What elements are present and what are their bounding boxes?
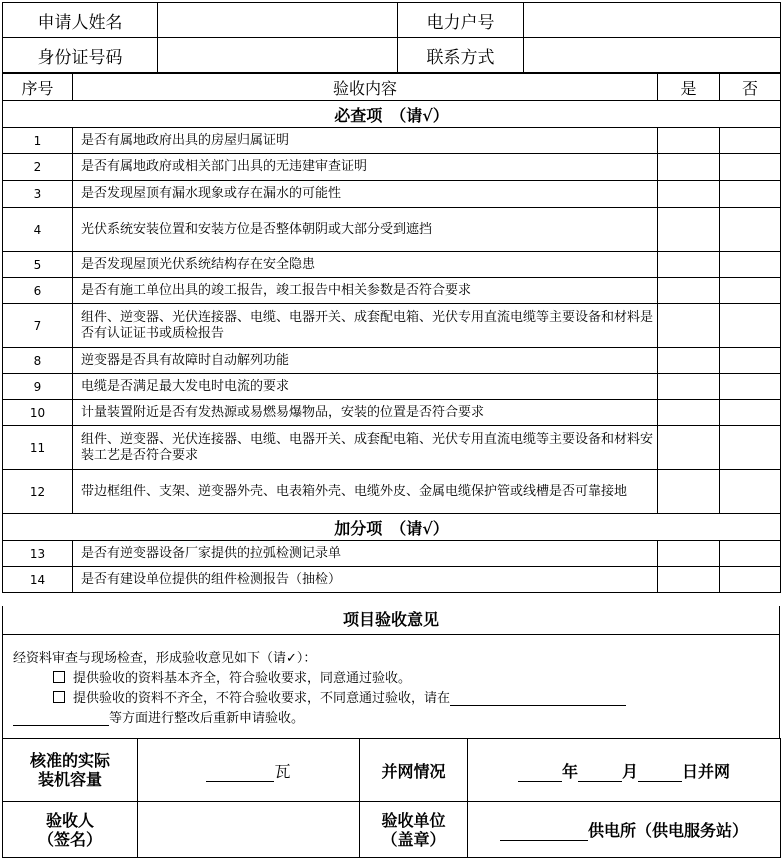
capacity-unit: 瓦 bbox=[274, 761, 291, 781]
yes-checkbox-cell[interactable] bbox=[658, 154, 720, 181]
item-text: 是否有逆变器设备厂家提供的拉弧检测记录单 bbox=[73, 541, 658, 567]
item-number: 7 bbox=[3, 304, 73, 348]
col-no-header: 否 bbox=[720, 74, 781, 101]
checkbox[interactable] bbox=[53, 671, 65, 683]
item-text: 组件、逆变器、光伏连接器、电缆、电器开关、成套配电箱、光伏专用直流电缆等主要设备和材料安装工艺是否符合要求 bbox=[73, 426, 658, 470]
checklist-row bbox=[3, 208, 781, 252]
no-checkbox-cell[interactable] bbox=[720, 252, 781, 278]
bonus-items bbox=[3, 541, 781, 593]
checklist-row bbox=[3, 374, 781, 400]
no-checkbox-cell[interactable] bbox=[720, 541, 781, 567]
checkbox[interactable] bbox=[53, 691, 65, 703]
id-number-field[interactable] bbox=[158, 38, 398, 73]
item-number: 5 bbox=[3, 252, 73, 278]
no-checkbox-cell[interactable] bbox=[720, 426, 781, 470]
opinion-option-2-text: 提供验收的资料不齐全，不符合验收要求，不同意通过验收，请在 bbox=[73, 691, 451, 706]
capacity-label bbox=[3, 739, 138, 802]
item-number: 10 bbox=[3, 400, 73, 426]
item-text: 电缆是否满足最大发电时电流的要求 bbox=[73, 374, 658, 400]
year-field[interactable] bbox=[518, 765, 562, 782]
item-number: 11 bbox=[3, 426, 73, 470]
checklist-row bbox=[3, 426, 781, 470]
capacity-field[interactable] bbox=[206, 765, 274, 782]
capacity-label-line-1: 核准的实际 bbox=[29, 751, 110, 770]
unit-label-line-1: 验收单位 bbox=[381, 810, 446, 830]
inspector-signature-field[interactable] bbox=[138, 802, 360, 858]
month-field[interactable] bbox=[578, 765, 622, 782]
yes-checkbox-cell[interactable] bbox=[658, 426, 720, 470]
supply-office-field[interactable] bbox=[500, 824, 588, 841]
day-grid-label: 日并网 bbox=[682, 761, 731, 781]
no-checkbox-cell[interactable] bbox=[720, 567, 781, 593]
year-label: 年 bbox=[561, 761, 578, 781]
yes-checkbox-cell[interactable] bbox=[658, 208, 720, 252]
yes-checkbox-cell[interactable] bbox=[658, 348, 720, 374]
item-number: 9 bbox=[3, 374, 73, 400]
item-number: 3 bbox=[3, 181, 73, 208]
yes-checkbox-cell[interactable] bbox=[658, 374, 720, 400]
inspector-label bbox=[3, 802, 138, 858]
yes-checkbox-cell[interactable] bbox=[658, 470, 720, 514]
no-checkbox-cell[interactable] bbox=[720, 128, 781, 154]
supply-office-cell bbox=[468, 802, 781, 858]
item-text: 是否发现屋顶有漏水现象或存在漏水的可能性 bbox=[73, 181, 658, 208]
opinion-option-2 bbox=[53, 687, 626, 706]
item-text: 光伏系统安装位置和安装方位是否整体朝阴或大部分受到遮挡 bbox=[73, 208, 658, 252]
item-text: 是否有建设单位提供的组件检测报告（抽检） bbox=[73, 567, 658, 593]
checklist-table bbox=[2, 73, 781, 593]
item-number: 8 bbox=[3, 348, 73, 374]
month-label: 月 bbox=[621, 761, 638, 781]
checklist-row bbox=[3, 278, 781, 304]
item-text: 是否发现屋顶光伏系统结构存在安全隐患 bbox=[73, 252, 658, 278]
inspector-label-line-1: 验收人 bbox=[45, 810, 94, 830]
item-text: 是否有属地政府出具的房屋归属证明 bbox=[73, 128, 658, 154]
item-number: 12 bbox=[3, 470, 73, 514]
item-text: 计量装置附近是否有发热源或易燃易爆物品，安装的位置是否符合要求 bbox=[73, 400, 658, 426]
no-checkbox-cell[interactable] bbox=[720, 278, 781, 304]
bonus-section-title: 加分项 （请√） bbox=[3, 514, 781, 541]
checklist-row bbox=[3, 252, 781, 278]
checklist-row bbox=[3, 541, 781, 567]
bonus-section-row bbox=[3, 514, 781, 541]
item-number: 1 bbox=[3, 128, 73, 154]
supply-office-label: 供电所（供电服务站） bbox=[587, 821, 748, 840]
checklist-row bbox=[3, 348, 781, 374]
applicant-info-table bbox=[2, 2, 781, 73]
yes-checkbox-cell[interactable] bbox=[658, 541, 720, 567]
rectification-field-2[interactable] bbox=[13, 711, 109, 726]
unit-label-line-2: （盖章） bbox=[381, 829, 446, 849]
yes-checkbox-cell[interactable] bbox=[658, 567, 720, 593]
checklist-row bbox=[3, 470, 781, 514]
rectification-field[interactable] bbox=[450, 691, 626, 706]
item-text: 是否有属地政府或相关部门出具的无违建审查证明 bbox=[73, 154, 658, 181]
opinion-option-1 bbox=[53, 667, 411, 686]
opinion-title: 项目验收意见 bbox=[2, 606, 780, 635]
item-number: 2 bbox=[3, 154, 73, 181]
col-number-header: 序号 bbox=[3, 74, 73, 101]
id-number-label: 身份证号码 bbox=[3, 38, 158, 73]
item-number: 4 bbox=[3, 208, 73, 252]
required-section-row bbox=[3, 101, 781, 128]
capacity-cell bbox=[138, 739, 360, 802]
col-yes-header: 是 bbox=[658, 74, 720, 101]
no-checkbox-cell[interactable] bbox=[720, 400, 781, 426]
contact-label: 联系方式 bbox=[398, 38, 524, 73]
applicant-name-field[interactable] bbox=[158, 3, 398, 38]
grid-label: 并网情况 bbox=[360, 739, 468, 802]
yes-checkbox-cell[interactable] bbox=[658, 252, 720, 278]
no-checkbox-cell[interactable] bbox=[720, 470, 781, 514]
no-checkbox-cell[interactable] bbox=[720, 154, 781, 181]
unit-label bbox=[360, 802, 468, 858]
no-checkbox-cell[interactable] bbox=[720, 181, 781, 208]
day-field[interactable] bbox=[638, 765, 682, 782]
item-number: 14 bbox=[3, 567, 73, 593]
checklist-row bbox=[3, 400, 781, 426]
checklist-header-row bbox=[3, 74, 781, 101]
account-no-label: 电力户号 bbox=[398, 3, 524, 38]
signoff-table bbox=[2, 738, 781, 858]
yes-checkbox-cell[interactable] bbox=[658, 304, 720, 348]
yes-checkbox-cell[interactable] bbox=[658, 128, 720, 154]
no-checkbox-cell[interactable] bbox=[720, 208, 781, 252]
opinion-option-1-text: 提供验收的资料基本齐全，符合验收要求，同意通过验收。 bbox=[73, 671, 412, 686]
item-text: 是否有施工单位出具的竣工报告，竣工报告中相关参数是否符合要求 bbox=[73, 278, 658, 304]
required-section-title: 必查项 （请√） bbox=[3, 101, 781, 128]
opinion-option-2-continued bbox=[13, 707, 304, 726]
contact-field[interactable] bbox=[524, 38, 781, 73]
yes-checkbox-cell[interactable] bbox=[658, 400, 720, 426]
opinion-box bbox=[2, 635, 780, 739]
opinion-option-2-tail: 等方面进行整改后重新申请验收。 bbox=[109, 711, 305, 726]
no-checkbox-cell[interactable] bbox=[720, 304, 781, 348]
opinion-intro: 经资料审查与现场检查，形成验收意见如下（请✓）： bbox=[13, 651, 317, 666]
no-checkbox-cell[interactable] bbox=[720, 374, 781, 400]
checklist-row bbox=[3, 567, 781, 593]
checklist-row bbox=[3, 128, 781, 154]
inspector-label-line-2: （签名） bbox=[37, 829, 102, 849]
item-text: 带边框组件、支架、逆变器外壳、电表箱外壳、电缆外皮、金属电缆保护管或线槽是否可靠接地 bbox=[73, 470, 658, 514]
required-items bbox=[3, 128, 781, 514]
yes-checkbox-cell[interactable] bbox=[658, 181, 720, 208]
applicant-name-label: 申请人姓名 bbox=[3, 3, 158, 38]
item-number: 6 bbox=[3, 278, 73, 304]
item-number: 13 bbox=[3, 541, 73, 567]
no-checkbox-cell[interactable] bbox=[720, 348, 781, 374]
checklist-row bbox=[3, 304, 781, 348]
checklist-row bbox=[3, 154, 781, 181]
capacity-label-line-2: 装机容量 bbox=[37, 770, 102, 789]
account-no-field[interactable] bbox=[524, 3, 781, 38]
yes-checkbox-cell[interactable] bbox=[658, 278, 720, 304]
item-text: 逆变器是否具有故障时自动解列功能 bbox=[73, 348, 658, 374]
checklist-row bbox=[3, 181, 781, 208]
grid-date-cell bbox=[468, 739, 781, 802]
item-text: 组件、逆变器、光伏连接器、电缆、电器开关、成套配电箱、光伏专用直流电缆等主要设备和材料是否有认证证书或质检报告 bbox=[73, 304, 658, 348]
col-content-header: 验收内容 bbox=[73, 74, 658, 101]
